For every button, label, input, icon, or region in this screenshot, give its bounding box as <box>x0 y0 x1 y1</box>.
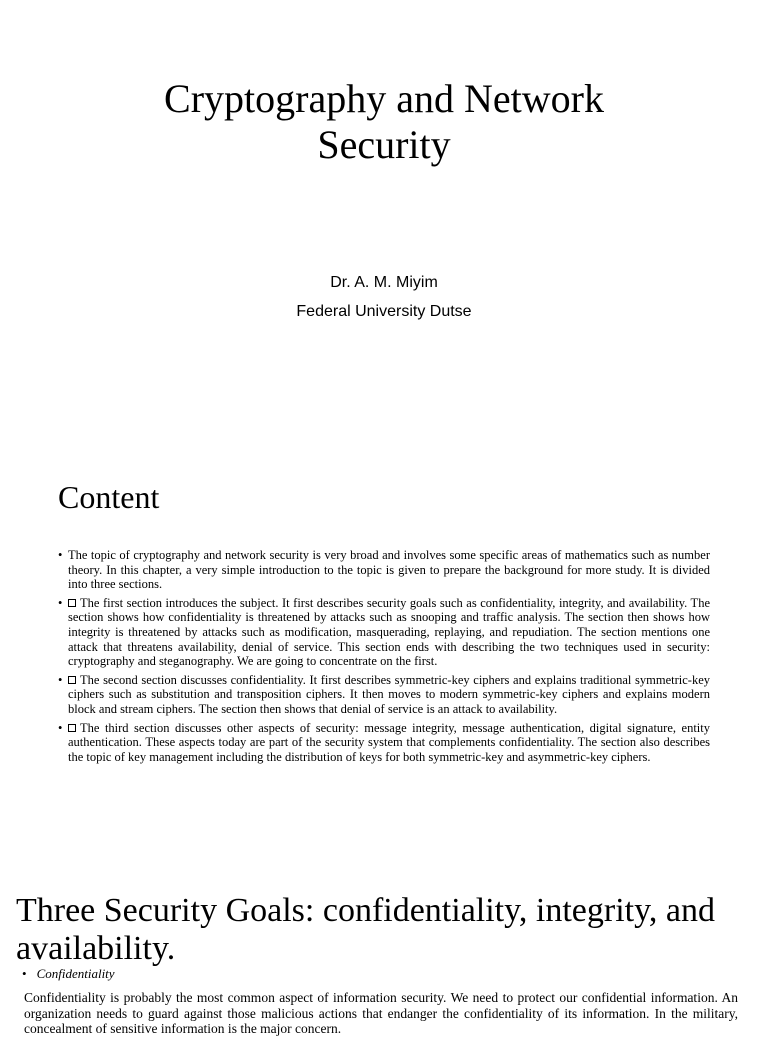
bullet-text: The second section discusses confidentiality. It first describes symmetric-key ciphers and explains traditional symmetric-key ciphers such as substitution and transposition ciphers. It then moves to modern symmetric-key ciphers and explains modern block and stream ciphers. The section then shows that denial of service is an attack to availability. <box>68 672 710 716</box>
content-slide <box>0 470 768 850</box>
bullet-dot-icon: • <box>58 548 63 562</box>
list-item <box>58 721 710 765</box>
bullet-text: The topic of cryptography and network security is very broad and involves some specific areas of mathematics such as number theory. In this chapter, a very simple introduction to the topic is given to prepare the background for more study. It is divided into three sections. <box>68 548 710 592</box>
list-item <box>58 548 710 592</box>
bullet-dot-icon: • <box>58 720 63 735</box>
checkbox-square-icon <box>68 599 76 607</box>
list-item <box>58 596 710 669</box>
author-name: Dr. A. M. Miyim <box>330 274 438 291</box>
checkbox-square-icon <box>68 724 76 732</box>
content-heading: Content <box>58 479 160 515</box>
title-slide <box>0 0 768 440</box>
bullet-dot-icon: • <box>22 966 27 981</box>
confidentiality-paragraph: Confidentiality is probably the most common aspect of information security. We need to protect our confidential information. An organization needs to guard against those malicious actions that endanger the confidentiality of its information. In the military, concealment of sensitive information is the major concern. <box>24 990 738 1036</box>
security-goals-heading: Three Security Goals: confidentiality, integrity, and availability. <box>16 892 715 967</box>
bullet-text: The third section discusses other aspects of security: message integrity, message authentication, digital signature, entity authentication. These aspects today are part of the security system that complements confidentiality. The section also describes the topic of key management including the distribution of keys for both symmetric-key and asymmetric-key ciphers. <box>68 720 710 764</box>
presentation-title <box>0 76 768 168</box>
bullet-dot-icon: • <box>58 595 63 610</box>
title-line-2: Security <box>317 122 451 167</box>
bullet-dot-icon: • <box>58 672 63 687</box>
author-affiliation: Federal University Dutse <box>296 303 472 320</box>
checkbox-square-icon <box>68 676 76 684</box>
bullet-text: The first section introduces the subject. It first describes security goals such as confidentiality, integrity, and availability. The section shows how confidentiality is threatened by attacks such as snooping and traffic analysis. The section then shows how integrity is threatened by attacks such as modification, masquerading, replaying, and repudiation. The section mentions one attack that threatens availability, denial of service. This section ends with describing the two techniques used in security: cryptography and steganography. We are going to concentrate on the first. <box>68 595 710 669</box>
content-bullet-list <box>58 548 710 768</box>
list-item <box>58 673 710 717</box>
sub-bullet-text: Confidentiality <box>36 966 115 981</box>
security-goals-slide <box>0 886 768 1036</box>
title-line-1: Cryptography and Network <box>164 76 604 121</box>
sub-bullet <box>22 966 115 982</box>
